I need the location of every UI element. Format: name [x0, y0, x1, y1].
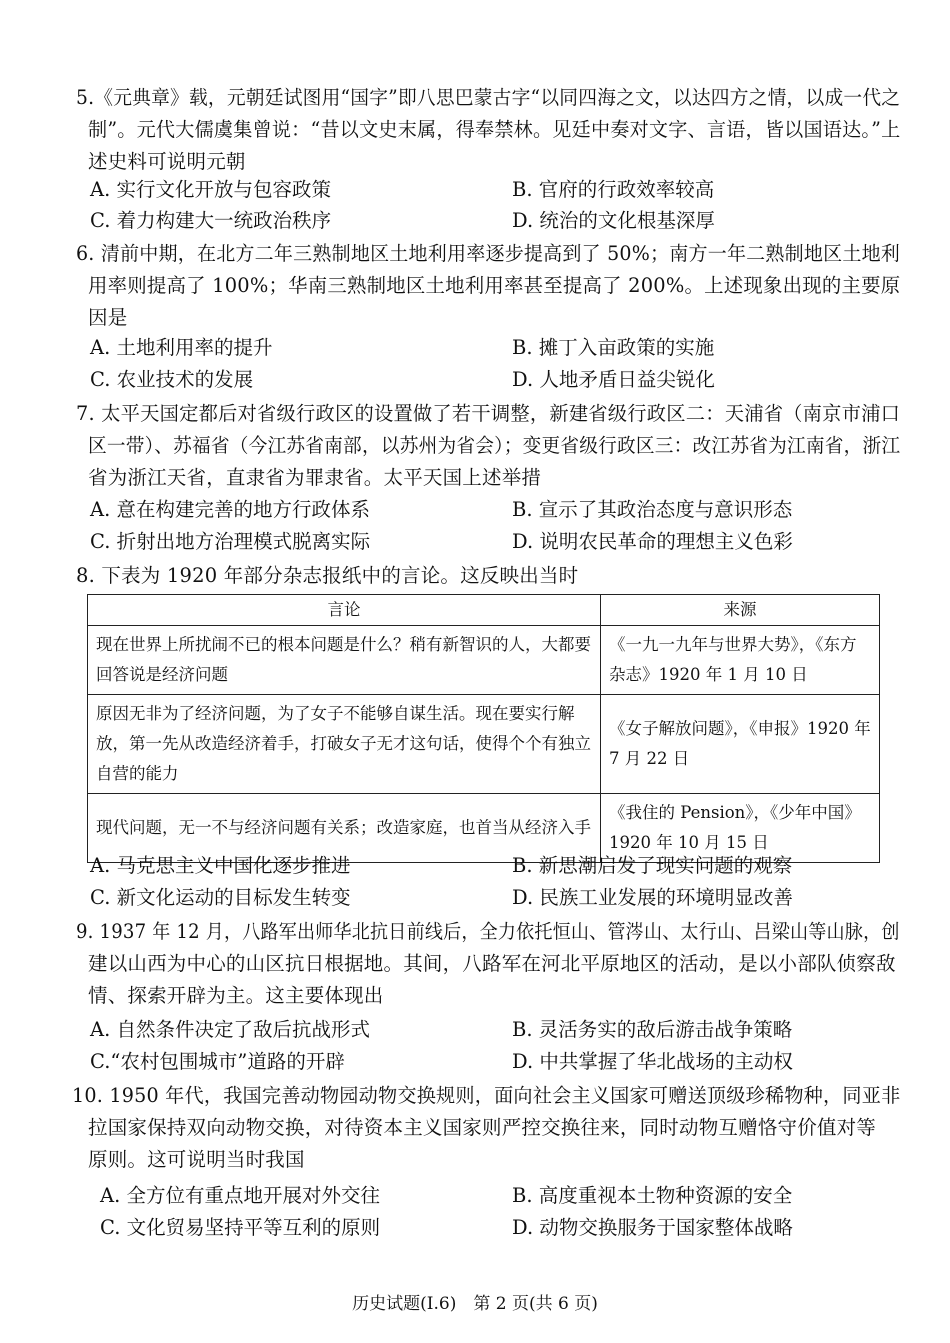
- table-row: [88, 695, 880, 794]
- table-header-row: [88, 595, 880, 626]
- q7-option-a: A. 意在构建完善的地方行政体系: [90, 498, 370, 521]
- q9-option-d: D. 中共掌握了华北战场的主动权: [512, 1050, 793, 1073]
- q7-line-2: 区一带）、苏福省（今江苏省南部，以苏州为省会）；变更省级行政区三：改江苏省为江南省，浙江: [88, 434, 901, 457]
- q8-line-1: 8. 下表为 1920 年部分杂志报纸中的言论。这反映出当时: [76, 564, 579, 587]
- q10-option-a: A. 全方位有重点地开展对外交往: [100, 1184, 380, 1207]
- quotes-table: [87, 594, 880, 863]
- q10-line-3: 原则。这可说明当时我国: [88, 1148, 305, 1171]
- header-quote: 言论: [88, 595, 601, 626]
- q8-option-c: C. 新文化运动的目标发生转变: [90, 886, 351, 909]
- header-source: 来源: [601, 595, 880, 626]
- q6-option-b: B. 摊丁入亩政策的实施: [512, 336, 715, 359]
- q10-option-c: C. 文化贸易坚持平等互利的原则: [100, 1216, 381, 1239]
- q10-option-d: D. 动物交换服务于国家整体战略: [512, 1216, 793, 1239]
- q5-line-2: 制”。元代大儒虞集曾说：“昔以文史末属，得奉禁林。见廷中奏对文字、言语，皆以国语达。”上: [88, 118, 901, 141]
- q9-line-2: 建以山西为中心的山区抗日根据地。其间，八路军在河北平原地区的活动，是以小部队侦察敌: [88, 952, 896, 975]
- q7-option-d: D. 说明农民革命的理想主义色彩: [512, 530, 793, 553]
- q6-line-2: 用率则提高了 100%；华南三熟制地区土地利用率甚至提高了 200%。上述现象出现的主要原: [88, 274, 901, 297]
- quote-cell: 现在世界上所扰闹不已的根本问题是什么？稍有新智识的人，大都要回答说是经济问题: [88, 626, 601, 695]
- q10-option-b: B. 高度重视本土物种资源的安全: [512, 1184, 793, 1207]
- q8-option-a: A. 马克思主义中国化逐步推进: [90, 854, 351, 877]
- q5-option-b: B. 官府的行政效率较高: [512, 178, 715, 201]
- q5-line-3: 述史料可说明元朝: [88, 150, 246, 173]
- q10-line-1: 10. 1950 年代，我国完善动物园动物交换规则，面向社会主义国家可赠送顶级珍稀物种，同亚非: [72, 1084, 901, 1107]
- q7-line-1: 7. 太平天国定都后对省级行政区的设置做了若干调整，新建省级行政区二：天浦省（南京市浦口: [76, 402, 901, 425]
- source-cell: 《我住的 Pension》，《少年中国》1920 年 10 月 15 日: [601, 794, 880, 863]
- q5-line-1: 5.《元典章》载，元朝廷试图用“国字”即八思巴蒙古字“以同四海之文，以达四方之情，以成一代之: [76, 86, 901, 109]
- q6-option-c: C. 农业技术的发展: [90, 368, 254, 391]
- source-cell: 《一九一九年与世界大势》，《东方杂志》1920 年 1 月 10 日: [601, 626, 880, 695]
- q9-line-1: 9. 1937 年 12 月，八路军出师华北抗日前线后，全力依托恒山、管涔山、太行山、吕梁山等山脉，创: [76, 920, 900, 943]
- q6-line-1: 6. 清前中期，在北方二年三熟制地区土地利用率逐步提高到了 50%；南方一年二熟制地区土地利: [76, 242, 901, 265]
- q5-option-c: C. 着力构建大一统政治秩序: [90, 209, 332, 232]
- page-footer: 历史试题(I.6) 第 2 页(共 6 页): [352, 1294, 598, 1314]
- quote-cell: 原因无非为了经济问题，为了女子不能够自谋生活。现在要实行解放，第一先从改造经济着手，打破女子无才这句话，使得个个有独立自营的能力: [88, 695, 601, 794]
- q9-option-c: C.“农村包围城市”道路的开辟: [90, 1050, 345, 1073]
- q9-line-3: 情、探索开辟为主。这主要体现出: [88, 984, 384, 1007]
- q5-option-d: D. 统治的文化根基深厚: [512, 209, 715, 232]
- q6-option-a: A. 土地利用率的提升: [90, 336, 273, 359]
- q9-option-a: A. 自然条件决定了敌后抗战形式: [90, 1018, 370, 1041]
- q8-option-d: D. 民族工业发展的环境明显改善: [512, 886, 793, 909]
- q6-line-3: 因是: [88, 306, 128, 329]
- q10-line-2: 拉国家保持双向动物交换，对待资本主义国家则严控交换往来，同时动物互赠恪守价值对等: [88, 1116, 877, 1139]
- source-cell: 《女子解放问题》，《申报》1920 年 7 月 22 日: [601, 695, 880, 794]
- q9-option-b: B. 灵活务实的敌后游击战争策略: [512, 1018, 793, 1041]
- table-row: [88, 626, 880, 695]
- q7-option-b: B. 宣示了其政治态度与意识形态: [512, 498, 793, 521]
- q5-option-a: A. 实行文化开放与包容政策: [90, 178, 331, 201]
- quote-cell: 现代问题，无一不与经济问题有关系；改造家庭，也首当从经济入手: [88, 794, 601, 863]
- q6-option-d: D. 人地矛盾日益尖锐化: [512, 368, 715, 391]
- q7-option-c: C. 折射出地方治理模式脱离实际: [90, 530, 371, 553]
- q7-line-3: 省为浙江天省，直隶省为罪隶省。太平天国上述举措: [88, 466, 542, 489]
- q8-option-b: B. 新思潮启发了现实问题的观察: [512, 854, 793, 877]
